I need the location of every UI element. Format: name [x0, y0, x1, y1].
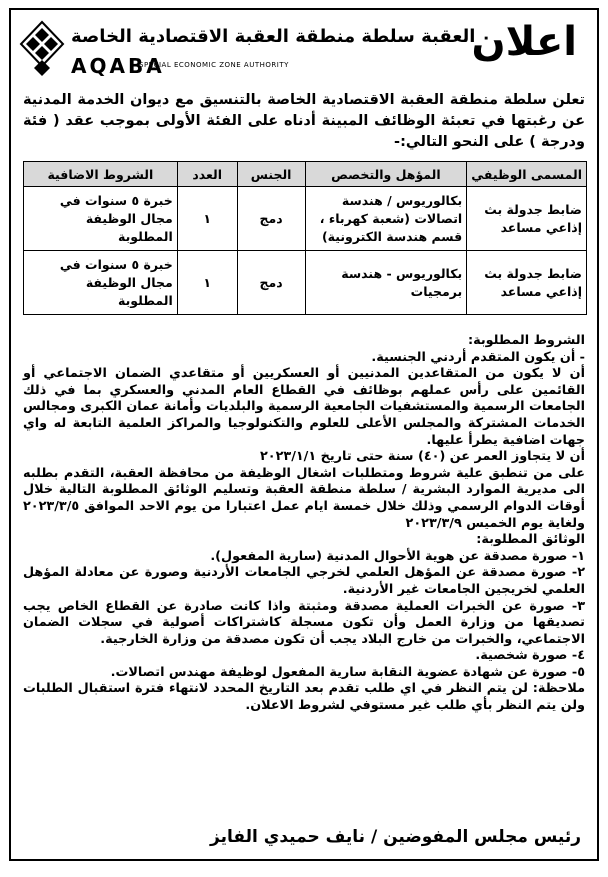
cell-gender: دمج: [237, 187, 305, 251]
document-item: ٥- صورة عن شهادة عضوية النقابة سارية المفعول لوظيفة مهندس اتصالات.: [110, 664, 585, 680]
condition-nationality: - أن يكون المتقدم أردني الجنسية.: [371, 349, 585, 365]
conditions-heading: الشروط المطلوبة:: [467, 333, 585, 348]
jobs-table: [23, 161, 587, 315]
announcement-page: [9, 8, 599, 861]
cell-qualification: بكالوريوس - هندسة برمجيات: [305, 251, 467, 315]
condition-age: أن لا يتجاوز العمر عن (٤٠) سنة حتى تاريخ ٢٠٢٣/١/١: [259, 449, 585, 465]
document-item: ٣- صورة عن الخبرات العملية مصدقة ومثبتة واذا كانت صادرة عن القطاع الخاص يجب تصديقها من وزارة العمل وأن تكون مسجلة كاشتراكات أصولية في سجلات الضمان الاجتماعي، والخبرات من خارج البلاد يجب أن تكون مصدقة من وزارة الخارجية.: [23, 598, 585, 647]
cell-count: ١: [177, 251, 237, 315]
logo-english-text: AQABA: [71, 54, 165, 78]
header-qualification: المؤهل والتخصص: [305, 162, 467, 187]
cell-qualification: بكالوريوس / هندسة اتصالات (شعبة كهرباء ، قسم هندسة الكترونية): [305, 187, 467, 251]
table-header-row: [24, 162, 587, 187]
table-row: [24, 251, 587, 315]
logo-subtitle: SPECIAL ECONOMIC ZONE AUTHORITY: [139, 61, 289, 69]
conditions-body: [11, 333, 597, 715]
documents-heading: الوثائق المطلوبة:: [476, 532, 585, 548]
header-extra-conditions: الشروط الاضافية: [24, 162, 178, 187]
cell-extra-conditions: خبرة ٥ سنوات في مجال الوظيفة المطلوبة: [24, 187, 178, 251]
logo-emblem-icon: [19, 20, 65, 76]
cell-gender: دمج: [237, 251, 305, 315]
aseza-logo: [19, 20, 476, 90]
document-item: ١- صورة مصدقة عن هوية الأحوال المدنية (سارية المفعول).: [210, 548, 585, 564]
page-title: اعلان: [471, 19, 577, 65]
cell-job-title: ضابط جدولة بث إذاعي مساعد: [467, 187, 587, 251]
note-paragraph: ملاحظة: لن يتم النظر في اي طلب تقدم بعد التاريخ المحدد لانتهاء فترة استقبال الطلبات ولن يتم النظر بأي طلب غير مستوفي لشروط الاعلان.: [23, 681, 585, 714]
application-instructions: على من تنطبق علية شروط ومتطلبات اشغال الوظيفة من محافظة العقبة، التقدم بطلبه الى مديرية الموارد البشرية / سلطة منطقة العقبة وتسليم الوثائق المطلوبة التالية خلال أوقات الدوام الرسمي وذلك خلال خمسة ايام عمل اعتبارا من يوم الاحد الموافق ٢٠٢٣/٣/٥ ولغاية يوم الخميس ٢٠٢٣/٣/٩: [23, 465, 585, 531]
header: [11, 10, 597, 90]
logo-arabic-text: العقبة سلطة منطقة العقبة الاقتصادية الخاصة: [71, 26, 476, 47]
document-item: ٤- صورة شخصية.: [475, 648, 585, 664]
cell-extra-conditions: خبرة ٥ سنوات في مجال الوظيفة المطلوبة: [24, 251, 178, 315]
header-job-title: المسمى الوظيفي: [467, 162, 587, 187]
intro-paragraph: تعلن سلطة منطقة العقبة الاقتصادية الخاصة بالتنسيق مع ديوان الخدمة المدنية عن رغبتها في تعبئة الوظائف المبينة أدناه على الفئة الأولى بموجب عقد ( فئة ودرجة ) على النحو التالي:-: [23, 92, 585, 150]
cell-job-title: ضابط جدولة بث إذاعي مساعد: [467, 251, 587, 315]
cell-count: ١: [177, 187, 237, 251]
header-count: العدد: [177, 162, 237, 187]
document-item: ٢- صورة مصدقة عن المؤهل العلمي لخرجي الجامعات الأردنية وصورة عن معادلة المؤهل العلمي لخريجين الجامعات غير الأردنية.: [23, 565, 585, 597]
signature: رئيس مجلس المفوضين / نايف حميدي الفايز: [210, 827, 581, 847]
header-gender: الجنس: [237, 162, 305, 187]
table-row: [24, 187, 587, 251]
condition-not-retired: أن لا يكون من المتقاعدين المدنيين أو العسكريين أو متقاعدي الضمان الاجتماعي أو القائمين على رأس عملهم بوظائف في القطاع العام المدني والعسكري بما في ذلك الجامعات الرسمية والمستشفيات الجامعية الرسمية والبلديات وأمانة عمان الكبرى ومجالس الخدمات المشتركة والمجلس الأعلى للعلوم والتكنولوجيا والمراكز العلمية التابعة له واي جهات اضافية يطرأ عليها.: [23, 366, 585, 448]
